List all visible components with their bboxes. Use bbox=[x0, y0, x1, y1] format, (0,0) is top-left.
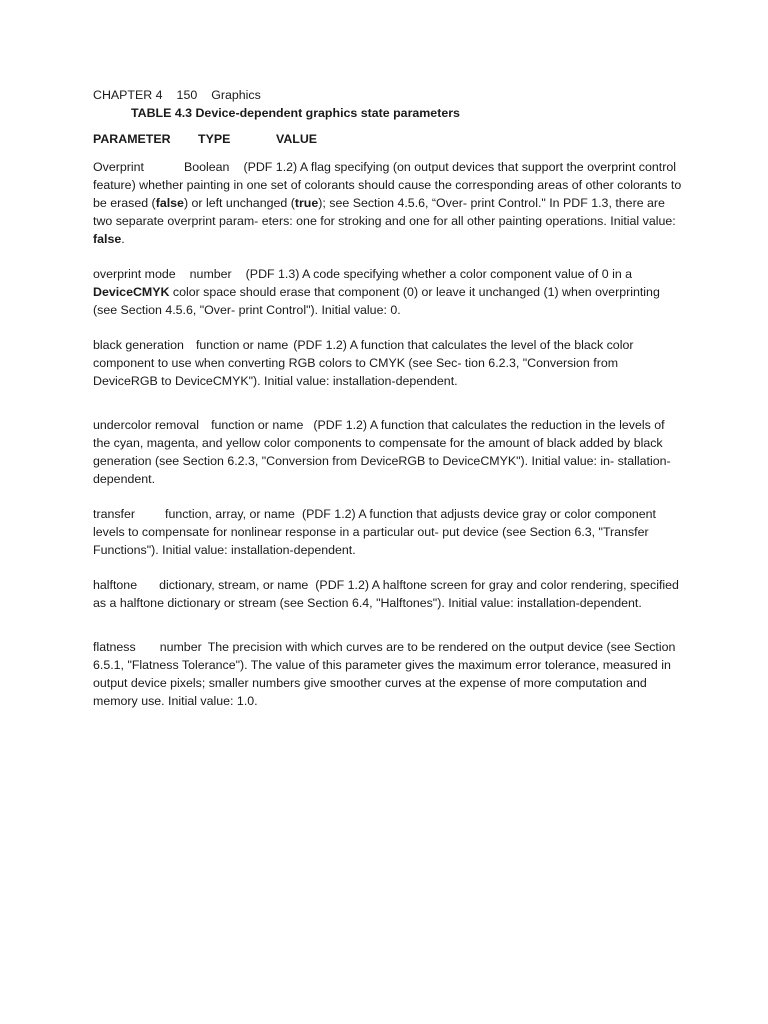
chapter-label: CHAPTER 4 bbox=[93, 88, 163, 102]
parameter-name: Overprint bbox=[93, 160, 144, 174]
entry-undercolor-removal bbox=[93, 416, 683, 488]
entry-halftone bbox=[93, 576, 683, 612]
page-number: 150 bbox=[176, 88, 198, 102]
column-header-value: VALUE bbox=[276, 132, 318, 146]
document-page bbox=[93, 86, 683, 710]
parameter-name: undercolor removal bbox=[93, 418, 200, 432]
table-title: TABLE 4.3 Device-dependent graphics state parameters bbox=[131, 106, 460, 120]
entry-flatness bbox=[93, 638, 683, 710]
entry-transfer bbox=[93, 505, 683, 559]
entry-text: transfer function, array, or name (PDF 1.2) A function that adjusts device gray or color component levels to compensate for nonlinear response in a particular out- put device (see Section 6.3, "Transfer Functions"). Initial value: installation-dependent. bbox=[93, 507, 656, 557]
parameter-name: black generation bbox=[93, 338, 184, 352]
column-header-type: TYPE bbox=[198, 132, 231, 146]
parameter-name: transfer bbox=[93, 507, 136, 521]
parameter-name: halftone bbox=[93, 578, 138, 592]
entry-text: overprint mode number (PDF 1.3) A code specifying whether a color component value of 0 in a DeviceCMYK color space should erase that component (0) or leave it unchanged (1) when overprinting (see Section 4.5.6, "Over- print Control"). Initial value: 0. bbox=[93, 267, 660, 317]
entry-text: flatness number The precision with which curves are to be rendered on the output device (see Section 6.5.1, "Flatness Tolerance"). The value of this parameter gives the maximum error tolerance, measured in output device pixels; smaller numbers give smoother curves at the expense of more computation and memory use. Initial value: 1.0. bbox=[93, 640, 676, 708]
parameter-type: dictionary, stream, or name bbox=[159, 578, 309, 592]
parameter-type: function, array, or name bbox=[165, 507, 295, 521]
entry-text: black generation function or name (PDF 1.2) A function that calculates the level of the black color component to use when converting RGB colors to CMYK (see Sec- tion 6.2.3, "Conversion from DeviceRGB to DeviceCMYK"). Initial value: installation-dependent. bbox=[93, 338, 634, 388]
parameter-name: flatness bbox=[93, 640, 136, 654]
parameter-type: number bbox=[159, 640, 202, 654]
parameter-type: number bbox=[189, 267, 232, 281]
entry-black-generation bbox=[93, 336, 683, 390]
parameter-type: function or name bbox=[211, 418, 304, 432]
parameter-type: Boolean bbox=[183, 160, 230, 174]
column-header-parameter: PARAMETER bbox=[93, 132, 171, 146]
section-name: Graphics bbox=[211, 88, 261, 102]
column-headers bbox=[93, 130, 683, 150]
entry-overprint-mode bbox=[93, 265, 683, 319]
parameter-name: overprint mode bbox=[93, 267, 176, 281]
entry-overprint bbox=[93, 158, 683, 248]
parameter-type: function or name bbox=[195, 338, 289, 352]
running-header bbox=[93, 86, 683, 104]
entry-text: halftone dictionary, stream, or name (PDF 1.2) A halftone screen for gray and color rendering, specified as a halftone dictionary or stream (see Section 6.4, "Halftones"). Initial value: installation-dependent. bbox=[93, 578, 679, 610]
entry-text: undercolor removal function or name (PDF 1.2) A function that calculates the reduction in the levels of the cyan, magenta, and yellow color components to compensate for the amount of black added by black generation (see Section 6.2.3, "Conversion from DeviceRGB to DeviceCMYK"). Initial value: in- stallation-dependent. bbox=[93, 418, 671, 486]
entry-text: Overprint Boolean (PDF 1.2) A flag specifying (on output devices that support the overprint control feature) whether painting in one set of colorants should cause the corresponding areas of other colorants to be erased (false) or left unchanged (true); see Section 4.5.6, “Over- print Control." In PDF 1.3, there are two separate overprint param- eters: one for stroking and one for all other painting operations. Initial value: false. bbox=[93, 160, 682, 246]
